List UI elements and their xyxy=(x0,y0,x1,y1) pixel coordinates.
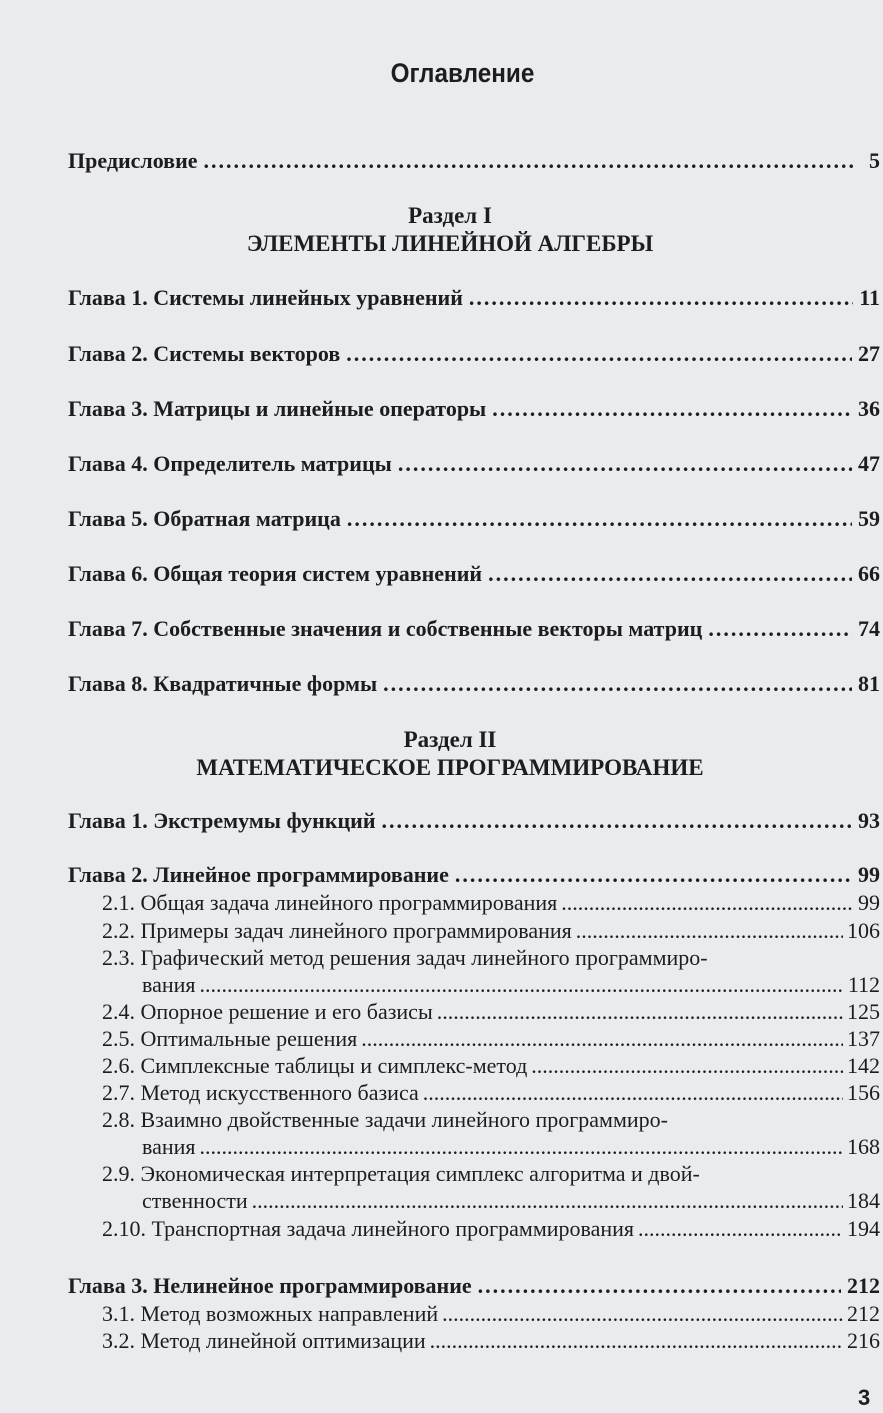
entry-label: Глава 4. Определитель матрицы xyxy=(68,451,392,476)
entry-label: Глава 2. Системы векторов xyxy=(68,341,341,366)
entry-page: 112 xyxy=(847,972,880,997)
dot-leader xyxy=(346,341,852,367)
dot-leader xyxy=(488,561,852,587)
entry-page: 194 xyxy=(847,1216,880,1241)
entry-label: 2.9. Экономическая интерпретация симплекс алгоритма и двой- xyxy=(102,1161,700,1186)
entry-page: 47 xyxy=(858,451,880,476)
toc-entry-chapter[interactable] xyxy=(68,561,880,589)
dot-leader xyxy=(383,671,852,697)
dot-leader xyxy=(531,1053,843,1079)
dot-leader xyxy=(469,285,853,311)
entry-page: 168 xyxy=(847,1134,880,1159)
dot-leader xyxy=(576,918,843,944)
entry-label: 2.7. Метод искусственного базиса xyxy=(102,1080,419,1105)
entry-label: 2.5. Оптимальные решения xyxy=(102,1026,358,1051)
entry-label: Глава 8. Квадратичные формы xyxy=(68,671,378,696)
toc-entry-subsection[interactable] xyxy=(102,1026,880,1054)
entry-page: 5 xyxy=(869,148,880,173)
dot-leader xyxy=(252,1188,843,1214)
toc-entry-subsection-continued[interactable] xyxy=(142,1188,880,1216)
entry-label: Предисловие xyxy=(68,148,198,173)
entry-page: 156 xyxy=(847,1080,880,1105)
dot-leader xyxy=(398,451,852,477)
entry-page: 27 xyxy=(858,341,880,366)
section-2-name: МАТЕМАТИЧЕСКОЕ ПРОГРАММИРОВАНИЕ xyxy=(196,755,704,780)
dot-leader xyxy=(430,1328,843,1354)
toc-entry-subsection[interactable] xyxy=(102,1301,880,1329)
entry-page: 66 xyxy=(858,561,880,586)
toc-entry-subsection[interactable] xyxy=(102,945,880,973)
toc-entry-subsection-continued[interactable] xyxy=(142,1134,880,1162)
entry-page: 184 xyxy=(847,1188,880,1213)
entry-page: 11 xyxy=(859,285,880,310)
dot-leader xyxy=(361,1026,843,1052)
toc-entry-subsection[interactable] xyxy=(102,1080,880,1108)
entry-page: 137 xyxy=(847,1026,880,1051)
toc-entry-chapter[interactable] xyxy=(68,616,880,644)
toc-entry-subsection[interactable] xyxy=(102,918,880,946)
toc-entry-chapter[interactable] xyxy=(68,341,880,369)
section-1-name: ЭЛЕМЕНТЫ ЛИНЕЙНОЙ АЛГЕБРЫ xyxy=(246,231,654,256)
entry-label: 2.1. Общая задача линейного программирования xyxy=(102,890,558,915)
toc-entry-subsection[interactable] xyxy=(102,1053,880,1081)
toc-entry-subsection[interactable] xyxy=(102,1328,880,1356)
entry-label: 2.4. Опорное решение и его базисы xyxy=(102,999,433,1024)
entry-label: Глава 1. Экстремумы функций xyxy=(68,808,376,833)
dot-leader xyxy=(492,396,852,422)
toc-entry-subsection-continued[interactable] xyxy=(142,972,880,1000)
entry-page: 212 xyxy=(847,1301,880,1326)
entry-label: Глава 3. Матрицы и линейные операторы xyxy=(68,396,487,421)
entry-page: 99 xyxy=(858,862,880,887)
dot-leader xyxy=(204,148,854,174)
entry-page: 81 xyxy=(858,671,880,696)
toc-entry-subsection[interactable] xyxy=(102,1107,880,1135)
toc-entry-subsection[interactable] xyxy=(102,1216,880,1244)
toc-entry-chapter[interactable] xyxy=(68,862,880,890)
entry-label: 2.2. Примеры задач линейного программирования xyxy=(102,918,572,943)
entry-label: Глава 7. Собственные значения и собственные векторы матриц xyxy=(68,616,703,641)
entry-label: Глава 6. Общая теория систем уравнений xyxy=(68,561,483,586)
dot-leader xyxy=(561,890,854,916)
entry-label: 3.2. Метод линейной оптимизации xyxy=(102,1328,426,1353)
entry-page: 216 xyxy=(847,1328,880,1353)
entry-label: 2.3. Графический метод решения задач линейного программиро- xyxy=(102,945,708,970)
toc-entry-preface[interactable] xyxy=(68,148,880,176)
toc-entry-chapter[interactable] xyxy=(68,671,880,699)
dot-leader xyxy=(347,506,852,532)
toc-entry-chapter[interactable] xyxy=(68,1273,880,1301)
entry-page: 93 xyxy=(858,808,880,833)
entry-label: 2.10. Транспортная задача линейного программирования xyxy=(102,1216,635,1241)
dot-leader xyxy=(442,1301,843,1327)
section-2-heading: Раздел II xyxy=(403,727,497,752)
entry-page: 212 xyxy=(847,1273,880,1298)
entry-label: Глава 2. Линейное программирование xyxy=(68,862,449,887)
entry-page: 99 xyxy=(858,890,880,915)
entry-page: 36 xyxy=(858,396,880,421)
entry-label: 2.8. Взаимно двойственные задачи линейного программиро- xyxy=(102,1107,668,1132)
entry-label-continued: ственности xyxy=(142,1188,248,1213)
page-number: 3 xyxy=(858,1385,871,1410)
toc-entry-subsection[interactable] xyxy=(102,999,880,1027)
entry-page: 142 xyxy=(847,1053,880,1078)
entry-label: 2.6. Симплексные таблицы и симплекс-метод xyxy=(102,1053,528,1078)
dot-leader xyxy=(638,1216,843,1242)
entry-label: Глава 5. Обратная матрица xyxy=(68,506,341,531)
entry-page: 106 xyxy=(847,918,880,943)
entry-label: Глава 1. Системы линейных уравнений xyxy=(68,285,463,310)
dot-leader xyxy=(708,616,852,642)
entry-page: 125 xyxy=(847,999,880,1024)
entry-label-continued: вания xyxy=(142,972,196,997)
entry-page: 74 xyxy=(858,616,880,641)
toc-entry-chapter[interactable] xyxy=(68,451,880,479)
dot-leader xyxy=(200,1134,843,1160)
entry-label: 3.1. Метод возможных направлений xyxy=(102,1301,439,1326)
entry-page: 59 xyxy=(858,506,880,531)
entry-label-continued: вания xyxy=(142,1134,196,1159)
page-title: Оглавление xyxy=(390,58,535,88)
dot-leader xyxy=(437,999,843,1025)
toc-entry-subsection[interactable] xyxy=(102,1161,880,1189)
dot-leader xyxy=(423,1080,843,1106)
dot-leader xyxy=(478,1273,841,1299)
dot-leader xyxy=(455,862,852,888)
toc-entry-chapter[interactable] xyxy=(68,396,880,424)
toc-entry-chapter[interactable] xyxy=(68,808,880,836)
entry-label: Глава 3. Нелинейное программирование xyxy=(68,1273,472,1298)
toc-entry-chapter[interactable] xyxy=(68,285,880,313)
dot-leader xyxy=(382,808,852,834)
dot-leader xyxy=(200,972,844,998)
toc-entry-subsection[interactable] xyxy=(102,890,880,918)
section-1-heading: Раздел I xyxy=(408,203,492,228)
toc-entry-chapter[interactable] xyxy=(68,506,880,534)
